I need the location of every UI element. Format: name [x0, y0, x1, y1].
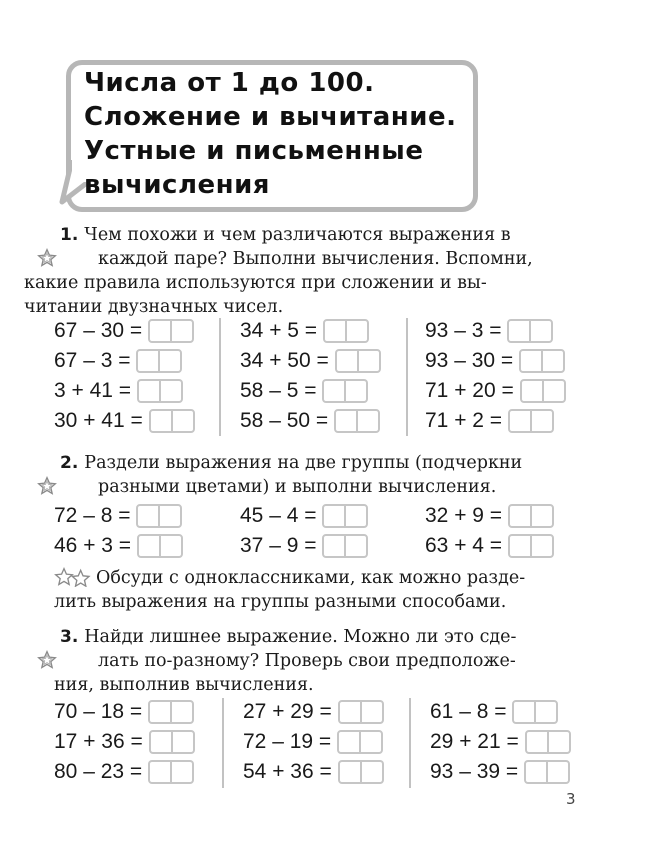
expression-row: 34 + 5 = — [240, 318, 369, 344]
answer-box[interactable] — [508, 534, 554, 558]
star-outline-icon — [37, 248, 57, 268]
answer-box[interactable] — [338, 700, 384, 724]
answer-box[interactable] — [148, 319, 194, 343]
expression-row: 45 – 4 = — [240, 503, 368, 529]
column-divider — [222, 698, 224, 788]
task-number: 1. — [60, 225, 79, 245]
expression-row: 58 – 50 = — [240, 408, 380, 434]
answer-box[interactable] — [322, 379, 368, 403]
expression-row: 72 – 8 = — [54, 503, 182, 529]
expression-row: 61 – 8 = — [430, 699, 558, 725]
expression-row: 27 + 29 = — [243, 699, 384, 725]
answer-box[interactable] — [507, 319, 553, 343]
answer-box[interactable] — [136, 349, 182, 373]
expression-row: 32 + 9 = — [425, 503, 554, 529]
expression-row: 37 – 9 = — [240, 533, 368, 559]
answer-box[interactable] — [519, 349, 565, 373]
answer-box[interactable] — [137, 379, 183, 403]
task-number: 2. — [60, 453, 79, 473]
column-divider — [219, 318, 221, 436]
expression-row: 29 + 21 = — [430, 729, 571, 755]
expression-row: 58 – 5 = — [240, 378, 368, 404]
answer-box[interactable] — [524, 760, 570, 784]
title-line: Числа от 1 до 100. — [84, 68, 375, 98]
answer-box[interactable] — [148, 700, 194, 724]
expression-row: 34 + 50 = — [240, 348, 381, 374]
answer-box[interactable] — [512, 700, 558, 724]
answer-box[interactable] — [525, 730, 571, 754]
answer-box[interactable] — [149, 730, 195, 754]
column-divider — [406, 318, 408, 436]
expression-row: 30 + 41 = — [54, 408, 195, 434]
task-number: 3. — [60, 627, 79, 647]
answer-box[interactable] — [322, 534, 368, 558]
column-divider — [409, 698, 411, 788]
expression-row: 72 – 19 = — [243, 729, 383, 755]
expression-row: 17 + 36 = — [54, 729, 195, 755]
expression-row: 54 + 36 = — [243, 759, 384, 785]
answer-box[interactable] — [335, 349, 381, 373]
expression-row: 70 – 18 = — [54, 699, 194, 725]
task-1-text: 1. Чем похожи и чем различаются выражения в каждой паре? Выполни вычисления. Вспомни, какие правила используются при сложении и вы- читании двузначных чисел. — [24, 225, 533, 317]
page-number: 3 — [566, 790, 576, 808]
expression-row: 80 – 23 = — [54, 759, 194, 785]
answer-box[interactable] — [520, 379, 566, 403]
expression-row: 71 + 20 = — [425, 378, 566, 404]
expression-row: 71 + 2 = — [425, 408, 554, 434]
answer-box[interactable] — [322, 504, 368, 528]
answer-box[interactable] — [136, 504, 182, 528]
page-title — [84, 66, 456, 202]
title-line: Сложение и вычитание. — [84, 102, 457, 132]
answer-box[interactable] — [149, 409, 195, 433]
star-outline-icon — [37, 476, 57, 496]
expression-row: 3 + 41 = — [54, 378, 183, 404]
task-3-text: 3. Найди лишнее выражение. Можно ли это сде- лать по-разному? Проверь свои предположе- ния, выполнив вычисления. — [54, 627, 517, 695]
expression-row: 93 – 3 = — [425, 318, 553, 344]
answer-box[interactable] — [334, 409, 380, 433]
expression-row: 63 + 4 = — [425, 533, 554, 559]
answer-box[interactable] — [323, 319, 369, 343]
title-line: Устные и письменные — [84, 136, 424, 166]
star-outline-icon — [37, 650, 57, 670]
answer-box[interactable] — [148, 760, 194, 784]
answer-box[interactable] — [137, 534, 183, 558]
answer-box[interactable] — [508, 409, 554, 433]
expression-row: 67 – 30 = — [54, 318, 194, 344]
answer-box[interactable] — [338, 760, 384, 784]
answer-box[interactable] — [337, 730, 383, 754]
title-line: вычисления — [84, 170, 270, 200]
expression-row: 46 + 3 = — [54, 533, 183, 559]
expression-row: 93 – 30 = — [425, 348, 565, 374]
expression-row: 93 – 39 = — [430, 759, 570, 785]
task-2-text: 2. Раздели выражения на две группы (подчеркни разными цветами) и выполни вычисления. — [60, 453, 523, 497]
answer-box[interactable] — [508, 504, 554, 528]
expression-row: 67 – 3 = — [54, 348, 182, 374]
task-2-extra-text: Обсуди с одноклассниками, как можно разде- лить выражения на группы разными способами. — [54, 568, 526, 612]
